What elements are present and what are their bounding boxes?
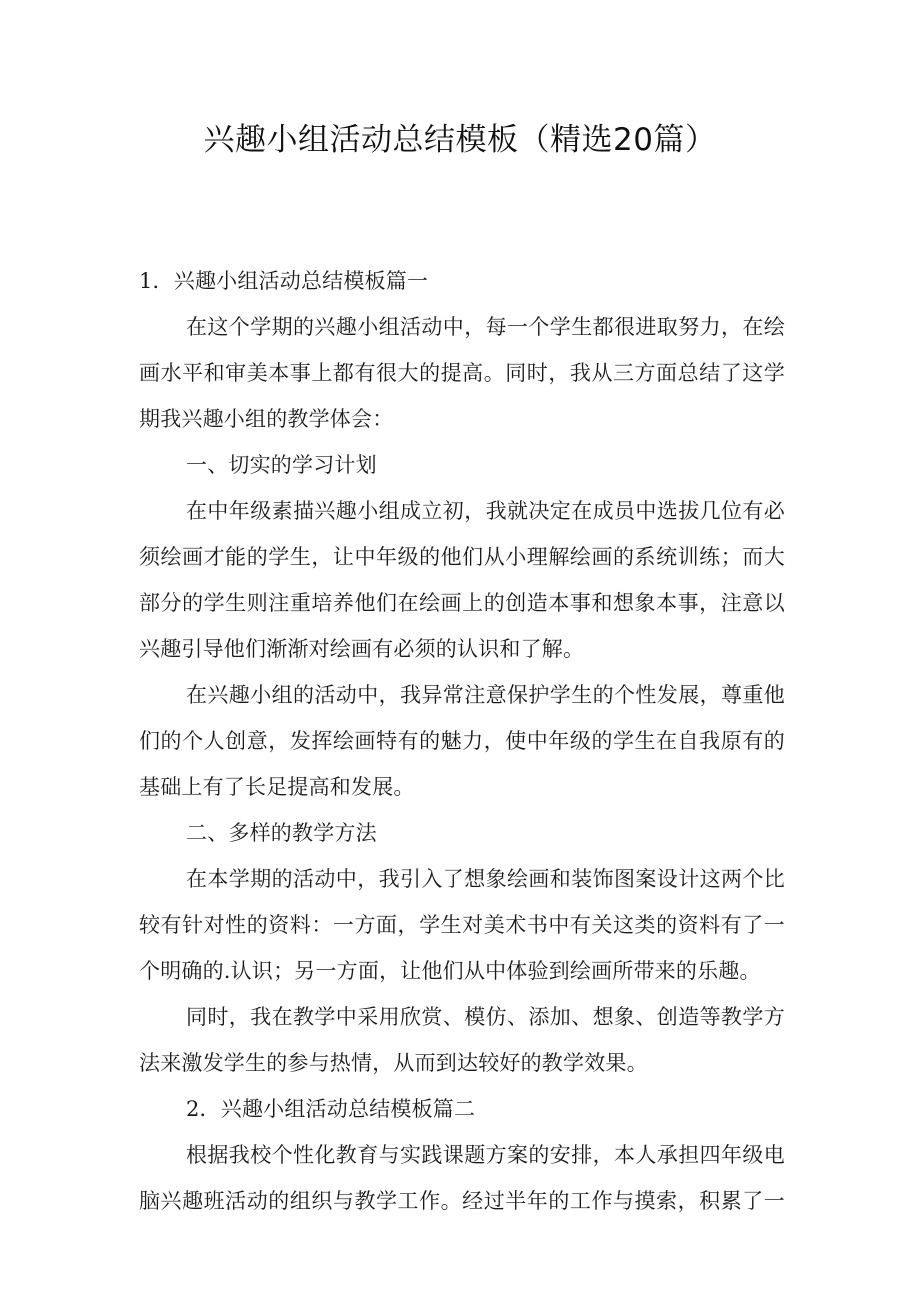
paragraph-line: 在兴趣小组的活动中，我异常注意保护学生的个性发展，尊重他	[186, 683, 785, 707]
paragraph-line: 脑兴趣班活动的组织与教学工作。经过半年的工作与摸索，积累了一	[139, 1189, 785, 1213]
section-heading: 一、切实的学习计划	[186, 453, 377, 477]
section-heading: 1．兴趣小组活动总结模板篇一	[139, 269, 429, 293]
paragraph-line: 在中年级素描兴趣小组成立初，我就决定在成员中选拔几位有必	[186, 499, 785, 523]
paragraph-line: 法来激发学生的参与热情，从而到达较好的教学效果。	[139, 1051, 648, 1075]
page-title: 兴趣小组活动总结模板（精选20篇）	[203, 122, 717, 158]
paragraph-line: 部分的学生则注重培养他们在绘画上的创造本事和想象本事，注意以	[139, 591, 785, 615]
document-body	[139, 258, 785, 1224]
paragraph-line: 根据我校个性化教育与实践课题方案的安排，本人承担四年级电	[186, 1143, 785, 1167]
paragraph-line: 基础上有了长足提高和发展。	[139, 775, 415, 799]
paragraph-line: 须绘画才能的学生，让中年级的他们从小理解绘画的系统训练；而大	[139, 545, 785, 569]
paragraph-line: 兴趣引导他们渐渐对绘画有必须的认识和了解。	[139, 637, 585, 661]
paragraph-line: 们的个人创意，发挥绘画特有的魅力，使中年级的学生在自我原有的	[139, 729, 785, 753]
paragraph-line: 在本学期的活动中，我引入了想象绘画和装饰图案设计这两个比	[186, 867, 785, 891]
paragraph-line: 同时，我在教学中采用欣赏、模仿、添加、想象、创造等教学方	[186, 1005, 785, 1029]
section-heading: 2．兴趣小组活动总结模板篇二	[186, 1097, 476, 1121]
paragraph-line: 个明确的.认识；另一方面，让他们从中体验到绘画所带来的乐趣。	[139, 959, 761, 983]
paragraph-line: 在这个学期的兴趣小组活动中，每一个学生都很进取努力，在绘	[186, 315, 785, 339]
paragraph-line: 期我兴趣小组的教学体会：	[139, 407, 394, 431]
paragraph-line: 画水平和审美本事上都有很大的提高。同时，我从三方面总结了这学	[139, 361, 785, 385]
paragraph-line: 较有针对性的资料：一方面，学生对美术书中有关这类的资料有了一	[139, 913, 785, 937]
section-heading: 二、多样的教学方法	[186, 821, 377, 845]
